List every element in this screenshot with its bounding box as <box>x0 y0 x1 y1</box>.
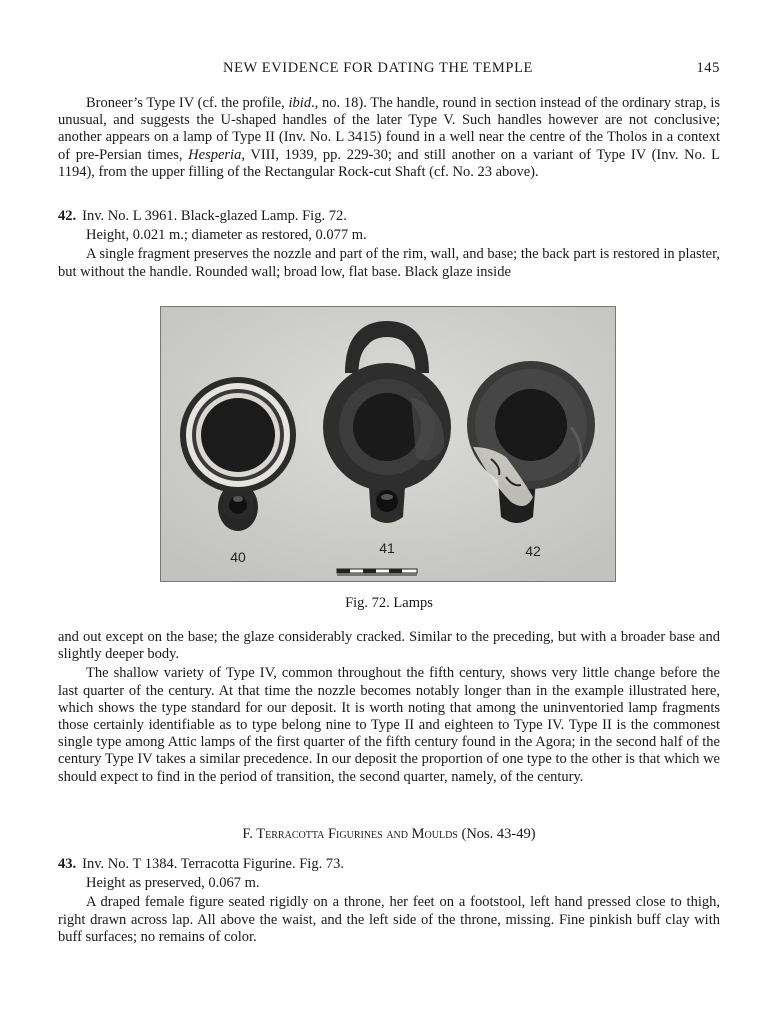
entry-43 <box>58 856 720 946</box>
section-f-range: (Nos. 43-49) <box>461 826 536 842</box>
entry-heading-text: Inv. No. L 3961. Black-glazed Lamp. Fig. 72. <box>82 208 347 224</box>
label-42: 42 <box>525 543 541 559</box>
entry-42-description: A single fragment preserves the nozzle and part of the rim, wall, and base; the back part is restored in plaster, but without the handle. Rounded wall; broad low, flat base. Black glaze inside <box>58 246 720 280</box>
entry-42-dimensions: Height, 0.021 m.; diameter as restored, 0.077 m. <box>86 227 367 244</box>
entry-43-description: A draped female figure seated rigidly on a throne, her feet on a footstool, left hand pressed close to thigh, right drawn across lap. All above the waist, and the left side of the throne, missing. Fine pinkish buff clay with buff surfaces; no remains of color. <box>58 894 720 945</box>
running-head <box>58 60 720 80</box>
italic-ibid: ibid <box>288 95 312 111</box>
entry-42-heading <box>58 208 720 225</box>
label-41: 41 <box>379 540 395 556</box>
figure-caption-text: Fig. 72. Lamps <box>345 595 433 611</box>
page-number: 145 <box>696 60 720 76</box>
entry-42-description-continued: and out except on the base; the glaze considerably cracked. Similar to the preceding, but with a broader base and slightly deeper body. <box>58 629 720 663</box>
section-f-title: F. Terracotta Figurines and Moulds <box>242 826 458 842</box>
lamps-photo <box>161 307 615 581</box>
entry-43-dimensions: Height as preserved, 0.067 m. <box>86 875 260 892</box>
continuation-paragraph-block <box>58 95 720 181</box>
after-figure-block <box>58 629 720 786</box>
figure-caption <box>58 595 720 612</box>
text-segment: Broneer’s Type IV (cf. the profile, <box>86 95 289 111</box>
text-segment: ; and still another on a variant of Type IV (Inv. No. L 1194), from the upper filling of the Rectangular Rock-cut Shaft (cf. No. 23 above). <box>58 146 720 180</box>
italic-journal-title: Hesperia <box>188 146 242 163</box>
text-segment: , VIII, 1939, pp. 229-30 <box>241 146 388 163</box>
entry-43-heading <box>58 856 720 873</box>
continuation-paragraph <box>58 95 720 181</box>
label-40: 40 <box>230 549 246 565</box>
entry-number: 43. <box>58 856 77 872</box>
section-f-heading <box>58 826 720 843</box>
type-iv-discussion-paragraph: The shallow variety of Type IV, common throughout the fifth century, shows very little change before the last quarter of the century. At that time the nozzle becomes notably longer than in the example illustrated here, which shows the type standard for our deposit. It is worth noting that among the uninventoried lamp fragments those certainly identifiable as to type belong nine to Type II and eighteen to Type IV. Type II is the commonest single type among Attic lamps of the first quarter of the fifth century found in the Agora; in the second half of the century Type IV takes a similar precedence. In our deposit the proportion of one type to the other is that which we should expect to find in the period of transition, the second quarter, namely, of the century. <box>58 665 720 785</box>
entry-number: 42. <box>58 208 77 224</box>
entry-heading-text: Inv. No. T 1384. Terracotta Figurine. Fig. 73. <box>82 856 344 872</box>
running-title: NEW EVIDENCE FOR DATING THE TEMPLE <box>223 60 533 76</box>
text-segment: ., no. 18). The handle, round in section instead of the ordinary strap, is unusual, and suggests the U-shaped handles of the later Type V. Such handles however are not conclusive; another appears on a lamp of Type II (Inv. No. L 3415) found in a well near the centre of the Tholos in a context of pre-Persian times, <box>58 95 720 163</box>
figure-photo-lamps <box>160 306 616 582</box>
section-heading-line <box>58 826 720 843</box>
entry-42 <box>58 208 720 281</box>
